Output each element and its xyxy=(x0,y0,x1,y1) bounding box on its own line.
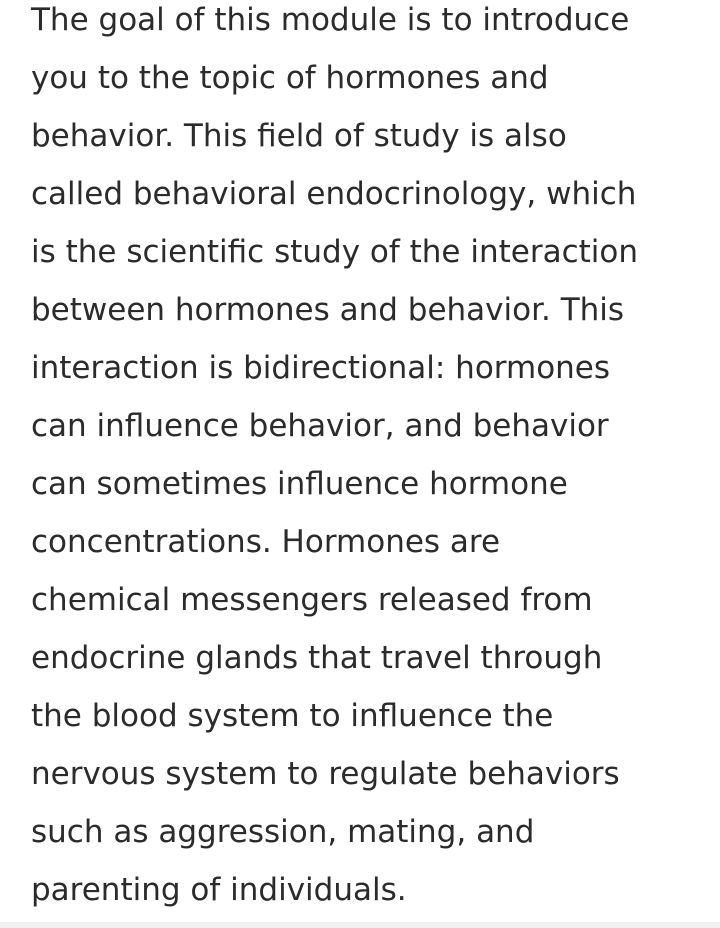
paragraph-line: behavior. This field of study is also xyxy=(31,118,567,154)
paragraph-line: endocrine glands that travel through xyxy=(31,640,603,676)
paragraph-text xyxy=(31,0,701,928)
paragraph-line: can influence behavior, and behavior xyxy=(31,408,609,444)
paragraph-line: interaction is bidirectional: hormones xyxy=(31,350,611,386)
paragraph-line: such as aggression, mating, and xyxy=(31,814,535,850)
paragraph-line: called behavioral endocrinology, which xyxy=(31,176,637,212)
paragraph-line: you to the topic of hormones and xyxy=(31,60,549,96)
paragraph-line: The goal of this module is to introduce xyxy=(31,2,630,38)
paragraph-line: can sometimes influence hormone xyxy=(31,466,568,502)
paragraph-line: parenting of individuals. xyxy=(31,872,407,908)
bottom-divider xyxy=(0,922,720,928)
paragraph-line: the blood system to influence the xyxy=(31,698,554,734)
paragraph-line: is the scientific study of the interaction xyxy=(31,234,639,270)
paragraph-line: nervous system to regulate behaviors xyxy=(31,756,620,792)
paragraph-line: chemical messengers released from xyxy=(31,582,593,618)
paragraph-line: between hormones and behavior. This xyxy=(31,292,625,328)
paragraph-line: concentrations. Hormones are xyxy=(31,524,501,560)
